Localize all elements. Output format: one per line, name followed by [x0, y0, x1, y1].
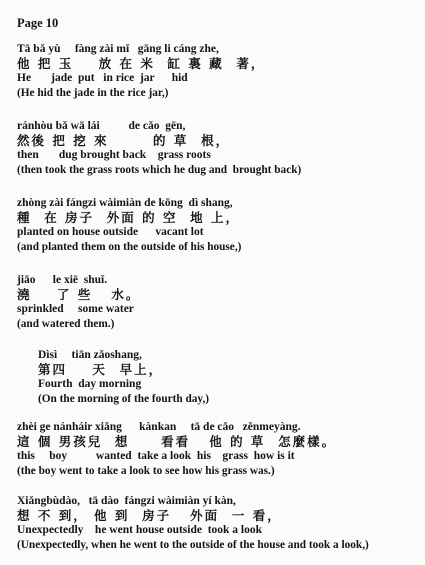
- sentence-block-5: [38, 348, 425, 406]
- translation-line: (On the morning of the fourth day,): [38, 392, 210, 405]
- pinyin-line: Xiǎngbùdào, tā dào fángzi wàimiàn yí kàn,: [17, 495, 236, 507]
- chinese-line: 第四 天 早上，: [38, 361, 164, 377]
- pinyin-line: zhèi ge nánháir xiǎng kànkan tā de cǎo zěnmeyàng.: [17, 421, 301, 433]
- chinese-line: 種 在 房子 外面 的 空 地 上，: [17, 209, 241, 225]
- sentence-block-3: [17, 196, 419, 254]
- chinese-line: 他 把 玉 放 在 米 缸 裏 藏 著，: [17, 55, 266, 71]
- pinyin-line: zhòng zài fángzi wàimiàn de kōng dì shang,: [17, 197, 233, 209]
- word-gloss-line: Unexpectedly he went house outside took a look: [17, 524, 263, 536]
- sentence-block-4: [17, 273, 419, 331]
- sentence-block-7: [17, 494, 419, 552]
- word-gloss-line: this boy wanted take a look his grass how is it: [17, 450, 295, 462]
- translation-line: (and watered them.): [17, 317, 115, 330]
- translation-line: (He hid the jade in the rice jar,): [17, 86, 169, 99]
- word-gloss-line: He jade put in rice jar hid: [17, 72, 188, 84]
- chinese-line: 想 不 到， 他 到 房子 外面 一 看，: [17, 507, 282, 523]
- sentence-block-6: [17, 420, 419, 478]
- chinese-line: 然後 把 挖 來 的 草 根，: [17, 132, 231, 148]
- translation-line: (then took the grass roots which he dug and brought back): [17, 163, 302, 176]
- chinese-line: 這 個 男孩兒 想 看看 他 的 草 怎麼樣。: [17, 433, 337, 449]
- word-gloss-line: sprinkled some water: [17, 303, 134, 315]
- pinyin-line: ránhòu bǎ wā lái de cǎo gēn,: [17, 120, 186, 132]
- translation-line: (the boy went to take a look to see how his grass was.): [17, 464, 275, 477]
- chinese-line: 澆 了 些 水。: [17, 286, 141, 302]
- word-gloss-line: planted on house outside vacant lot: [17, 226, 204, 238]
- translation-line: (and planted them on the outside of his house,): [17, 240, 242, 253]
- word-gloss-line: Fourth day morning: [38, 378, 142, 390]
- sentence-block-1: [17, 42, 419, 100]
- word-gloss-line: then dug brought back grass roots: [17, 149, 211, 161]
- sentence-block-2: [17, 119, 419, 177]
- pinyin-line: jiāo le xiē shuǐ.: [17, 274, 108, 286]
- pinyin-line: Dìsì tiān zǎoshang,: [38, 349, 142, 361]
- translation-line: (Unexpectedly, when he went to the outside of the house and took a look,): [17, 538, 369, 551]
- page-number: Page 10: [17, 16, 59, 30]
- pinyin-line: Tā bǎ yù fàng zài mǐ gāng li cáng zhe,: [17, 43, 219, 55]
